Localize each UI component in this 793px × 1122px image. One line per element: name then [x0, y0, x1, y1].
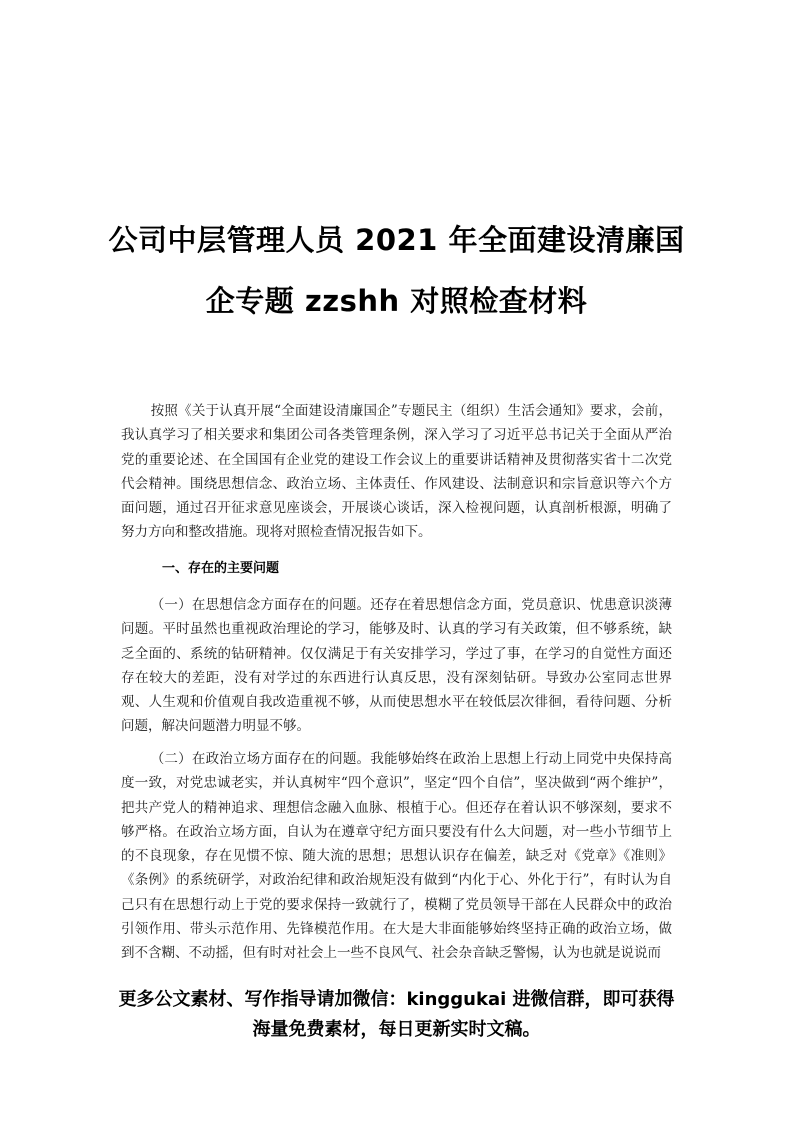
footer-promo-line-2: 海量免费素材，每日更新实时文稿。 [252, 1019, 541, 1040]
document-title-line-1: 公司中层管理人员 2021 年全面建设清廉国 [108, 223, 685, 257]
footer-promo-line-1: 更多公文素材、写作指导请加微信：kinggukai 进微信群，即可获得 [118, 989, 675, 1010]
section-heading-main-problems: 一、存在的主要问题 [162, 561, 280, 576]
intro-section [121, 399, 672, 545]
paragraph-ideology: （一）在思想信念方面存在的问题。还存在着思想信念方面，党员意识、忧患意识淡薄问题。平时虽然也重视政治理论的学习，能够及时、认真的学习有关政策，但不够系统，缺乏全面的、系统的钻研精神。仅仅满足于有关安排学习，学过了事，在学习的自觉性方面还存在较大的差距，没有对学过的东西进行认真反思，没有深刻钻研。导致办公室同志世界观、人生观和价值观自我改造重视不够，从而使思想水平在较低层次徘徊，看待问题、分析问题，解决问题潜力明显不够。 [121, 597, 672, 735]
problem-section-1 [121, 593, 672, 739]
problem-section-2 [121, 747, 672, 966]
document-title-line-2: 企专题 zzshh 对照检查材料 [205, 284, 588, 318]
intro-paragraph: 按照《关于认真开展“全面建设清廉国企”专题民主（组织）生活会通知》要求，会前，我认真学习了相关要求和集团公司各类管理条例，深入学习了习近平总书记关于全面从严治党的重要论述、在全国国有企业党的建设工作会议上的重要讲话精神及贯彻落实省十二次党代会精神。围绕思想信念、政治立场、主体责任、作风建设、法制意识和宗旨意识等六个方面问题，通过召开征求意见座谈会，开展谈心谈话，深入检视问题，认真剖析根源，明确了努力方向和整改措施。现将对照检查情况报告如下。 [121, 403, 672, 541]
paragraph-political-stance: （二）在政治立场方面存在的问题。我能够始终在政治上思想上行动上同党中央保持高度一致，对党忠诚老实，并认真树牢“四个意识”，坚定“四个自信”，坚决做到“两个维护”，把共产党人的精神追求、理想信念融入血脉、根植于心。但还存在着认识不够深刻，要求不够严格。在政治立场方面，自认为在遵章守纪方面只要没有什么大问题，对一些小节细节上的不良现象，存在见惯不惊、随大流的思想；思想认识存在偏差，缺乏对《党章》《准则》《条例》的系统研学，对政治纪律和政治规矩没有做到“内化于心、外化于行”，有时认为自己只有在思想行动上于党的要求保持一致就行了，模糊了党员领导干部在人民群众中的政治引领作用、带头示范作用、先锋模范作用。在大是大非面能够始终坚持正确的政治立场，做到不含糊、不动摇，但有时对社会上一些不良风气、社会杂音缺乏警惕，认为也就是说说而 [121, 751, 672, 962]
